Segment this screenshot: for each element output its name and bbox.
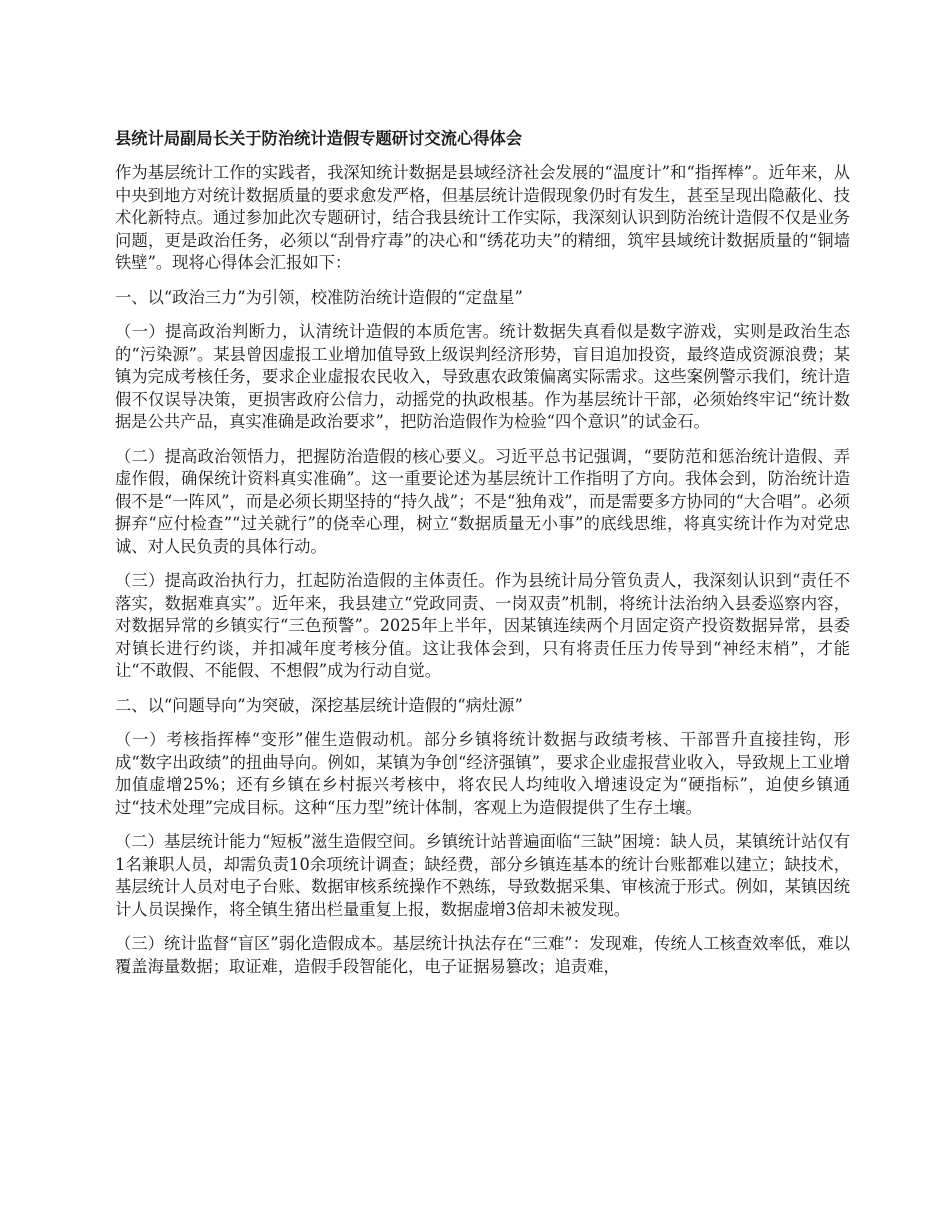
section-2-paragraph-3: （三）统计监督“盲区”弱化造假成本。基层统计执法存在“三难”：发现难，传统人工核查效率低，难以覆盖海量数据；取证难，造假手段智能化，电子证据易篡改；追责难，	[115, 934, 850, 976]
document-title: 县统计局副局长关于防治统计造假专题研讨交流心得体会	[115, 129, 523, 148]
section-1-heading: 一、以“政治三力”为引领，校准防治统计造假的“定盘星”	[115, 287, 523, 307]
section-2-paragraph-1: （一）考核指挥棒“变形”催生造假动机。部分乡镇将统计数据与政绩考核、干部晋升直接挂钩，形成“数字出政绩”的扭曲导向。例如，某镇为争创“经济强镇”，要求企业虚报营业收入，导致规上工业增加值虚增25%；还有乡镇在乡村振兴考核中，将农民人均纯收入增速设定为“硬指标”，迫使乡镇通过“技术处理”完成目标。这种“压力型”统计体制，客观上为造假提供了生存土壤。	[115, 730, 850, 817]
section-1-paragraph-3: （三）提高政治执行力，扛起防治造假的主体责任。作为县统计局分管负责人，我深刻认识到“责任不落实，数据难真实”。近年来，我县建立“党政同责、一岗双责”机制，将统计法治纳入县委巡察内容，对数据异常的乡镇实行“三色预警”。2025年上半年，因某镇连续两个月固定资产投资数据异常，县委对镇长进行约谈，并扣减年度考核分值。这让我体会到，只有将责任压力传导到“神经末梢”，才能让“不敢假、不能假、不想假”成为行动自觉。	[115, 571, 850, 680]
section-1-paragraph-2: （二）提高政治领悟力，把握防治造假的核心要义。习近平总书记强调，“要防范和惩治统计造假、弄虚作假，确保统计资料真实准确”。这一重要论述为基层统计工作指明了方向。我体会到，防治统计造假不是“一阵风”，而是必须长期坚持的“持久战”；不是“独角戏”，而是需要多方协同的“大合唱”。必须摒弃“应付检查”“过关就行”的侥幸心理，树立“数据质量无小事”的底线思维，将真实统计作为对党忠诚、对人民负责的具体行动。	[115, 446, 850, 556]
document-page	[115, 128, 850, 990]
intro-paragraph: 作为基层统计工作的实践者，我深知统计数据是县域经济社会发展的“温度计”和“指挥棒”。近年来，从中央到地方对统计数据质量的要求愈发严格，但基层统计造假现象仍时有发生，甚至呈现出隐蔽化、技术化新特点。通过参加此次专题研讨，结合我县统计工作实际，我深刻认识到防治统计造假不仅是业务问题，更是政治任务，必须以“刮骨疗毒”的决心和“绣花功夫”的精细，筑牢县域统计数据质量的“铜墙铁壁”。现将心得体会汇报如下：	[115, 163, 850, 272]
section-1-paragraph-1: （一）提高政治判断力，认清统计造假的本质危害。统计数据失真看似是数字游戏，实则是政治生态的“污染源”。某县曾因虚报工业增加值导致上级误判经济形势，盲目追加投资，最终造成资源浪费；某镇为完成考核任务，要求企业虚报农民收入，导致惠农政策偏离实际需求。这些案例警示我们，统计造假不仅误导决策，更损害政府公信力，动摇党的执政根基。作为基层统计干部，必须始终牢记“统计数据是公共产品，真实准确是政治要求”，把防治造假作为检验“四个意识”的试金石。	[115, 322, 850, 431]
section-2-heading: 二、以“问题导向”为突破，深挖基层统计造假的“病灶源”	[115, 695, 523, 715]
section-2-paragraph-2: （二）基层统计能力“短板”滋生造假空间。乡镇统计站普遍面临“三缺”困境：缺人员，某镇统计站仅有1名兼职人员，却需负责10余项统计调查；缺经费，部分乡镇连基本的统计台账都难以建立；缺技术，基层统计人员对电子台账、数据审核系统操作不熟练，导致数据采集、审核流于形式。例如，某镇因统计人员误操作，将全镇生猪出栏量重复上报，数据虚增3倍却未被发现。	[115, 832, 850, 919]
